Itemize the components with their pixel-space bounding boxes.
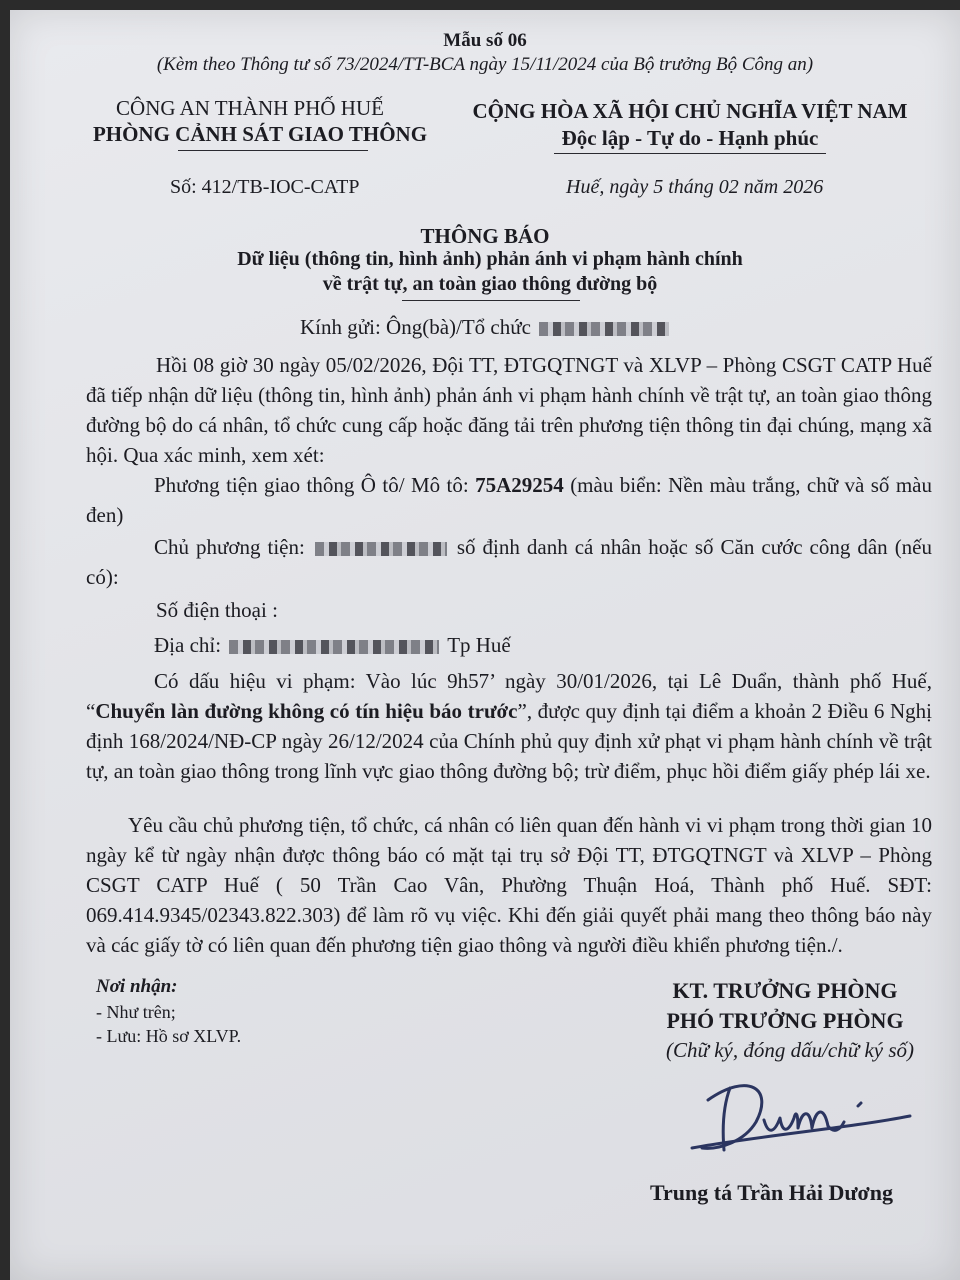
recipients-label: Nơi nhận: [96,976,178,997]
recipient-label: Kính gửi: Ông(bà)/Tổ chức [300,315,531,339]
nation-line2: Độc lập - Tự do - Hạnh phúc [561,126,819,150]
document-number: Số: 412/TB-IOC-CATP [170,176,360,198]
agency-line2: PHÒNG CẢNH SÁT GIAO THÔNG [92,122,428,146]
phone-label: Số điện thoại : [156,598,278,622]
recipient-line [300,315,672,340]
redacted-recipient-name [539,322,669,336]
title-subline1: Dữ liệu (thông tin, hình ảnh) phản ánh vi phạm hành chính [237,248,743,270]
signature-title2: PHÓ TRƯỞNG PHÒNG [666,1008,904,1033]
violation-behavior: Chuyển làn đường không có tín hiệu báo trước [95,699,518,723]
vehicle-suffix: (màu biển: Nền màu trắng, chữ và số màu đen) [86,473,932,527]
signature-note: (Chữ ký, đóng dấu/chữ ký số) [665,1038,914,1062]
vehicle-plate: 75A29254 [475,473,564,497]
address-line [154,633,511,658]
address-label: Địa chỉ: [154,633,222,657]
address-suffix: Tp Huế [447,633,511,657]
vehicle-prefix: Phương tiện giao thông Ô tô/ Mô tô: [154,473,476,497]
redacted-owner-name [315,542,447,556]
paragraph-vehicle [86,470,932,530]
form-number: Mẫu số 06 [443,30,527,51]
title-underline [402,300,580,301]
violation-suffix: ”, được quy định tại điểm a khoản 2 Điều 6 Nghị định 168/2024/NĐ-CP ngày 26/12/2024 của Chính phủ quy định xử phạt vi phạm hành chính về trật tự, an toàn giao thông trong lĩnh vực giao thông đường bộ; trừ điểm, phục hồi điểm giấy phép lái xe. [86,699,932,783]
paragraph-violation [86,666,932,786]
nation-underline [554,153,826,154]
title-subline2: về trật tự, an toàn giao thông đường bộ [322,273,658,295]
paragraph-receipt: Hồi 08 giờ 30 ngày 05/02/2026, Đội TT, ĐTGQTNGT và XLVP – Phòng CSGT CATP Huế đã tiếp nhận dữ liệu (thông tin, hình ảnh) phản ánh vi phạm hành chính về trật tự, an toàn giao thông đường bộ do cá nhân, tổ chức cung cấp hoặc đăng tải trên phương tiện thông tin đại chúng, mạng xã hội. Qua xác minh, xem xét: [86,353,932,467]
redacted-address [229,640,439,654]
signer-name: Trung tá Trần Hải Dương [650,1180,893,1205]
owner-suffix: số định danh cá nhân hoặc số Căn cước công dân (nếu có): [86,535,933,589]
recipient-item: - Lưu: Hồ sơ XLVP. [96,1026,242,1046]
recipient-item: - Như trên; [96,1002,176,1022]
attachment-note: (Kèm theo Thông tư số 73/2024/TT-BCA ngày 15/11/2024 của Bộ trưởng Bộ Công an) [156,54,814,75]
signature-title1: KT. TRƯỞNG PHÒNG [672,978,898,1003]
violation-prefix: Có dấu hiệu vi phạm: Vào lúc 9h57’ ngày 30/01/2026, tại Lê Duẩn, thành phố Huế, “ [86,669,932,723]
nation-line1: CỘNG HÒA XÃ HỘI CHỦ NGHĨA VIỆT NAM [472,99,908,123]
agency-underline [178,150,368,151]
handwritten-signature [678,1070,928,1170]
agency-line1: CÔNG AN THÀNH PHỐ HUẾ [116,96,384,120]
paragraph-owner [86,532,932,592]
document-page [10,10,960,1280]
paragraph-request: Yêu cầu chủ phương tiện, tổ chức, cá nhân có liên quan đến hành vi vi phạm trong thời gian 10 ngày kể từ ngày nhận được thông báo có mặt tại trụ sở Đội TT, ĐTGQTNGT và XLVP – Phòng CSGT CATP Huế ( 50 Trần Cao Vân, Phường Thuận Hoá, Thành phố Huế. SĐT: 069.414.9345/02343.822.303) để làm rõ vụ việc. Khi đến giải quyết phải mang theo thông báo này và các giấy tờ có liên quan đến phương tiện giao thông và người điều khiển phương tiện./. [86,813,932,957]
owner-prefix: Chủ phương tiện: [154,535,305,559]
place-date: Huế, ngày 5 tháng 02 năm 2026 [566,176,824,198]
document-title: THÔNG BÁO [420,224,550,248]
